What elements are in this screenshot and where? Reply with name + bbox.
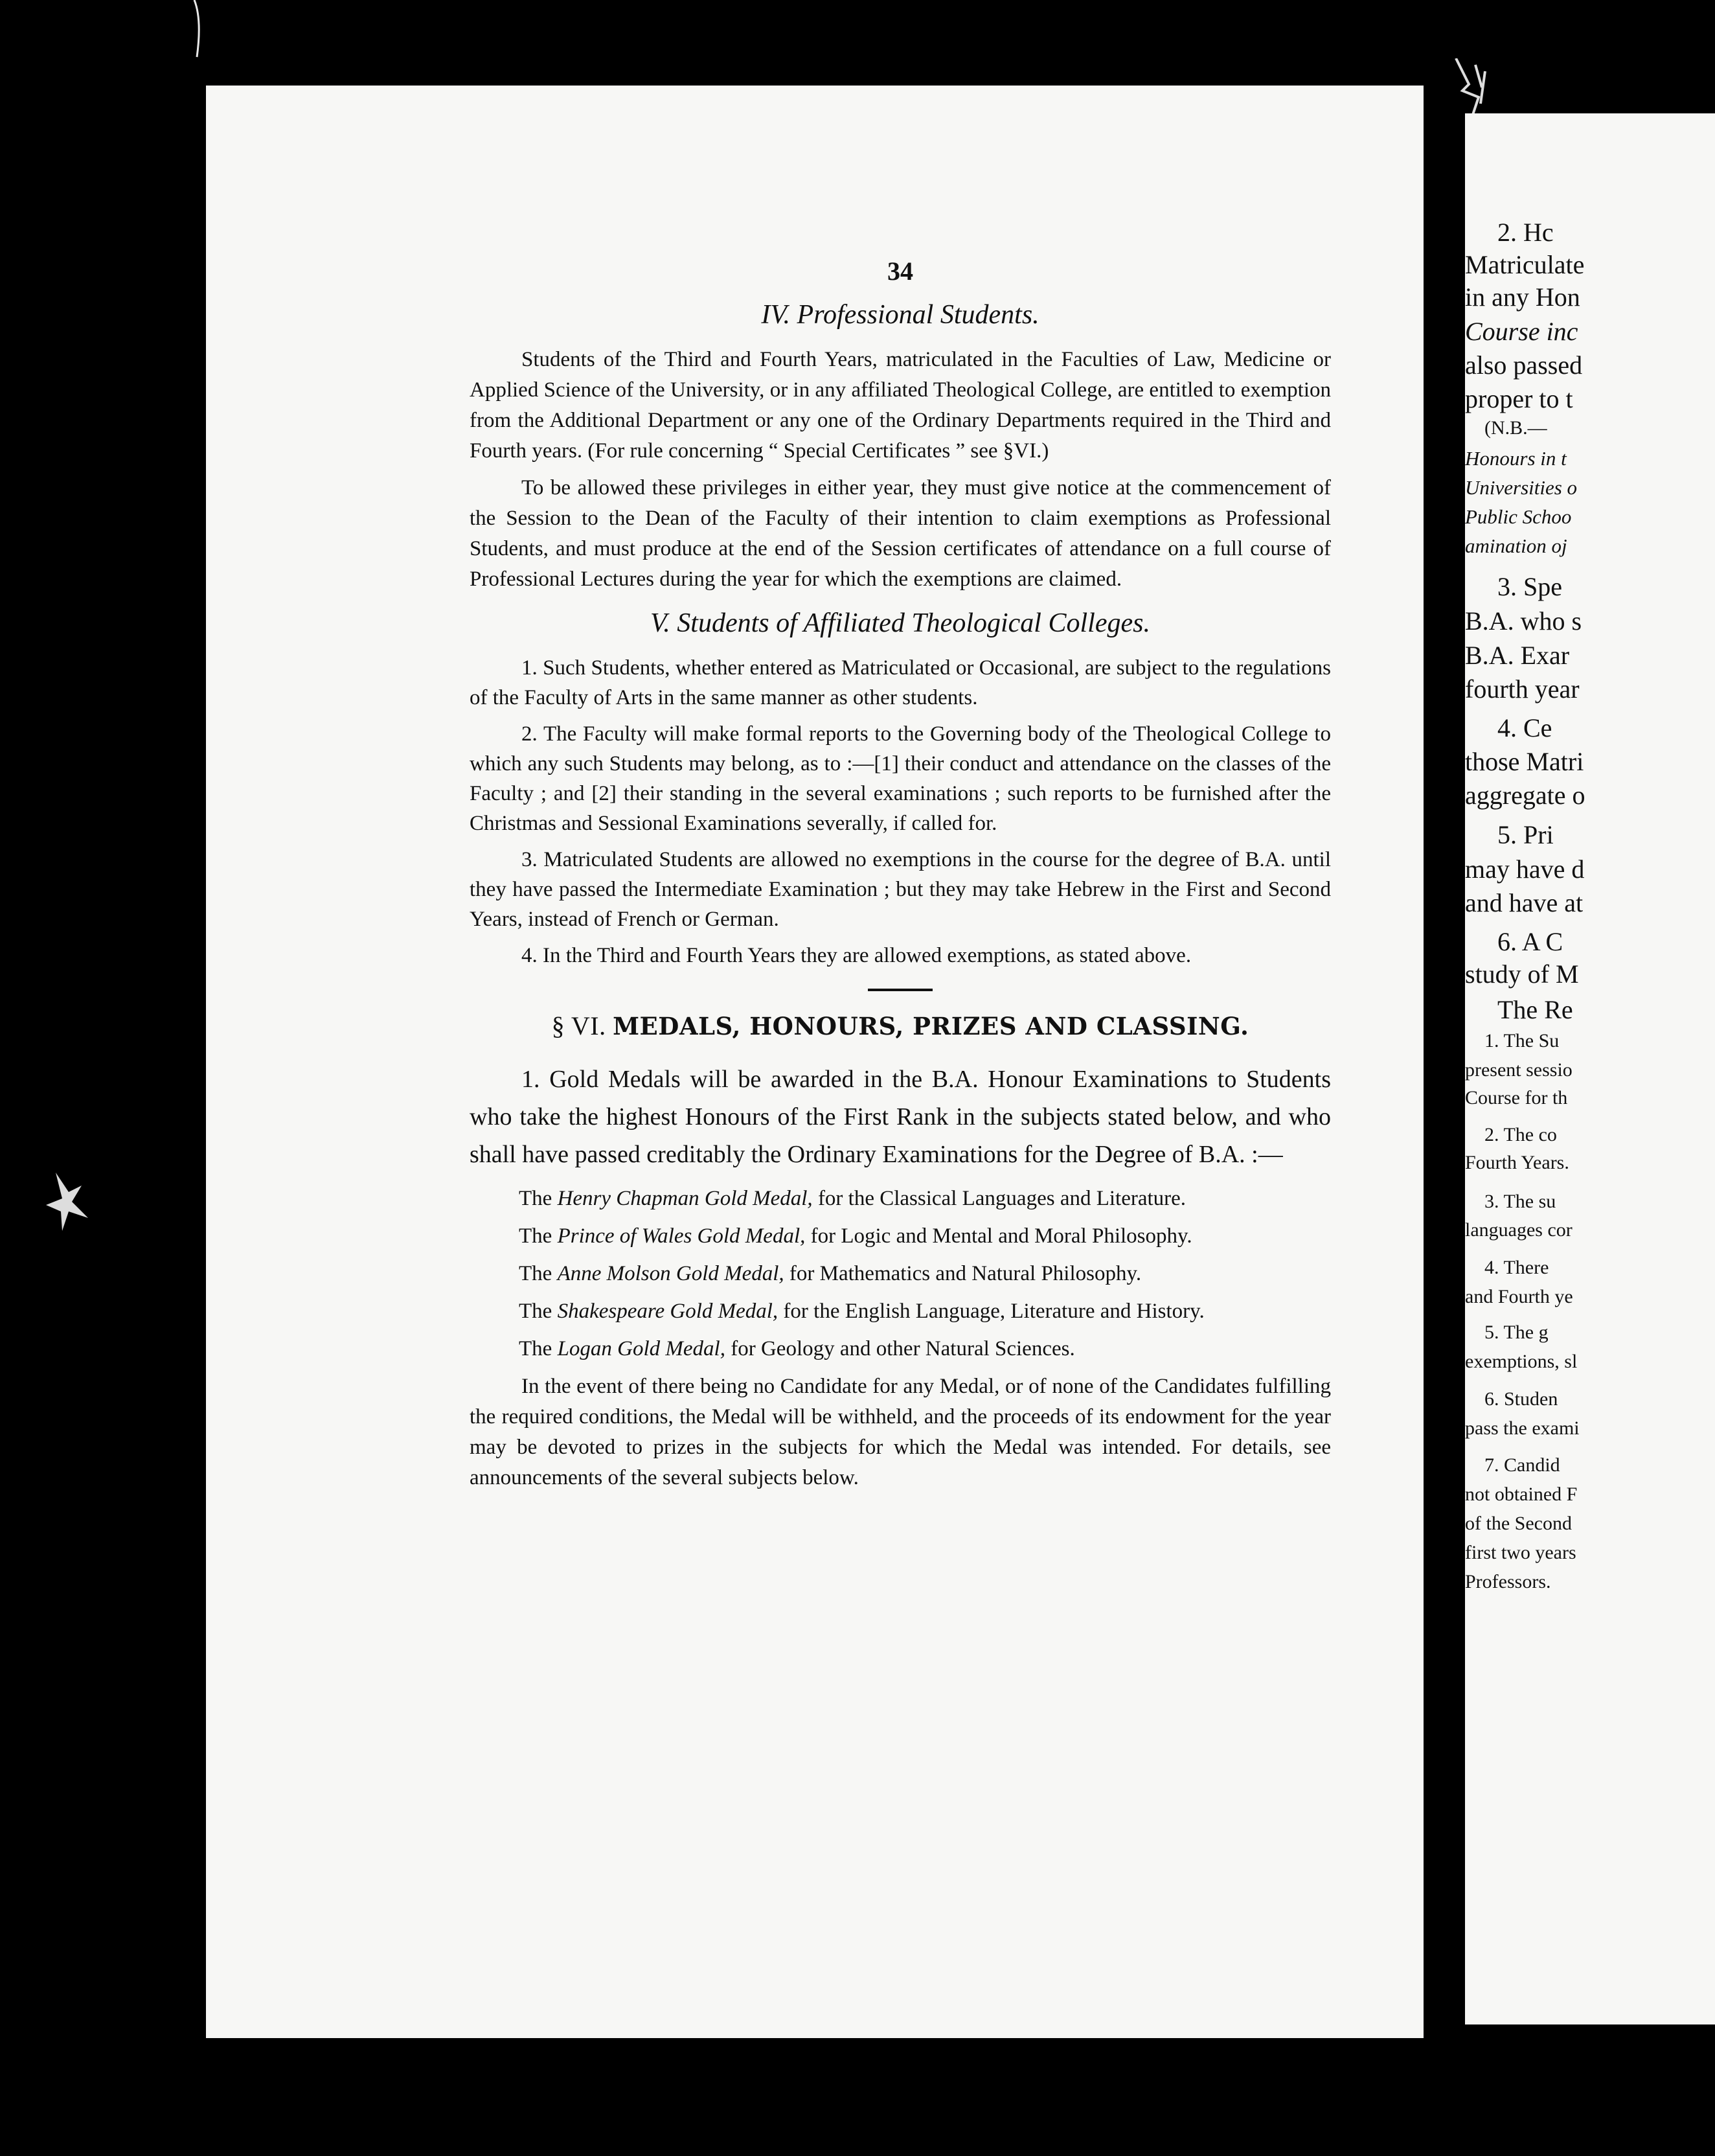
right-page-line: those Matri xyxy=(1465,747,1584,776)
section-divider xyxy=(868,989,933,991)
right-page-line: 4. There xyxy=(1484,1257,1549,1278)
right-page-line: Course inc xyxy=(1465,317,1578,346)
medal-entry xyxy=(470,1334,1331,1364)
right-page-line: languages cor xyxy=(1465,1219,1573,1241)
scan-artifact-mark xyxy=(188,0,207,58)
right-page-line: 7. Candid xyxy=(1484,1454,1560,1476)
medal-prefix: The xyxy=(519,1224,552,1248)
section-title: MEDALS, HONOURS, PRIZES AND CLASSING. xyxy=(613,1012,1249,1040)
right-page-line: may have d xyxy=(1465,854,1585,884)
right-page-line: and Fourth ye xyxy=(1465,1286,1573,1307)
right-page-line: aggregate o xyxy=(1465,781,1585,810)
right-page-line: not obtained F xyxy=(1465,1484,1578,1505)
medal-prefix: The xyxy=(519,1337,552,1360)
right-page-line: 3. Spe xyxy=(1497,572,1562,601)
right-page-line: 5. Pri xyxy=(1497,820,1554,849)
right-page-line: Matriculate xyxy=(1465,250,1585,279)
right-page-line: 1. The Su xyxy=(1484,1030,1560,1051)
page-number: 34 xyxy=(887,257,913,286)
left-page-text xyxy=(470,256,1331,1500)
section-iv-heading: IV. Professional Students. xyxy=(761,300,1039,330)
right-page-line: proper to t xyxy=(1465,384,1573,413)
gold-medals-intro: 1. Gold Medals will be awarded in the B.A. Honour Examinations to Students who take the highest Honours of the First Rank in the subjects stated below, and who shall have passed creditably the Ordinary Examinations for the Degree of B.A. :— xyxy=(470,1066,1331,1168)
right-page-line: 6. A C xyxy=(1497,927,1563,956)
medal-entry xyxy=(470,1296,1331,1326)
right-page-line: Honours in t xyxy=(1465,447,1567,470)
right-page-fragment xyxy=(1465,113,1715,2024)
right-page-line: B.A. Exar xyxy=(1465,641,1570,670)
medal-description: for Geology and other Natural Sciences. xyxy=(731,1337,1075,1360)
section-v-heading: V. Students of Affiliated Theological Colleges. xyxy=(650,608,1150,638)
right-page-line: present sessio xyxy=(1465,1059,1573,1081)
medal-description: for the English Language, Literature and History. xyxy=(783,1300,1205,1323)
medal-name: Shakespeare Gold Medal, xyxy=(557,1300,778,1323)
right-page-line: 5. The g xyxy=(1484,1322,1549,1343)
right-page-line: Public Schoo xyxy=(1465,505,1572,528)
right-page-line: in any Hon xyxy=(1465,282,1580,312)
medal-prefix: The xyxy=(519,1262,552,1285)
section-iv-paragraph: To be allowed these privileges in either year, they must give notice at the commencement of the Session to the Dean of the Faculty of their intention to claim exemptions as Professional Students, and must produce at the end of the Session certificates of attendance on a full course of Professional Lectures during the year for which the exemptions are claimed. xyxy=(470,476,1331,591)
right-page-line: amination oj xyxy=(1465,534,1567,557)
right-page-line: exemptions, sl xyxy=(1465,1351,1578,1372)
right-page-line: 2. The co xyxy=(1484,1124,1557,1145)
medal-name: Logan Gold Medal, xyxy=(557,1337,725,1360)
right-page-line: fourth year xyxy=(1465,674,1580,704)
section-vi-heading xyxy=(470,1011,1331,1041)
right-page-line: 6. Studen xyxy=(1484,1388,1558,1410)
section-v-paragraph: 1. Such Students, whether entered as Matriculated or Occasional, are subject to the regulations of the Faculty of Arts in the same manner as other students. xyxy=(470,656,1331,709)
scan-artifact-tear xyxy=(1449,58,1495,117)
section-v-paragraph: 4. In the Third and Fourth Years they are allowed exemptions, as stated above. xyxy=(521,944,1192,967)
right-page-line: Course for th xyxy=(1465,1087,1568,1108)
right-page-line: 2. Hc xyxy=(1497,218,1554,247)
medal-description: for the Classical Languages and Literature. xyxy=(817,1187,1187,1210)
right-page-line: study of M xyxy=(1465,959,1579,989)
scan-artifact-speck xyxy=(43,1166,95,1237)
right-page-line: Professors. xyxy=(1465,1571,1551,1592)
medal-entry xyxy=(470,1221,1331,1251)
right-page-line: first two years xyxy=(1465,1542,1576,1563)
right-page-line: B.A. who s xyxy=(1465,606,1582,636)
medal-name: Anne Molson Gold Medal, xyxy=(557,1262,784,1285)
medal-entry xyxy=(470,1184,1331,1213)
right-page-line: (N.B.— xyxy=(1484,417,1547,439)
section-iv-paragraph: Students of the Third and Fourth Years, matriculated in the Faculties of Law, Medicine or Applied Science of the University, or in any affiliated Theological College, are entitled to exemption from the Additional Department or any one of the Ordinary Departments required in the Third and Fourth years. (For rule concerning “ Special Certificates ” see §VI.) xyxy=(470,348,1331,463)
right-page-line: The Re xyxy=(1497,995,1573,1024)
section-symbol: § VI. xyxy=(551,1011,606,1040)
right-page-line: pass the exami xyxy=(1465,1417,1580,1439)
right-page-line: also passed xyxy=(1465,350,1583,380)
medal-name: Henry Chapman Gold Medal, xyxy=(557,1187,813,1210)
right-page-line: 4. Ce xyxy=(1497,713,1552,742)
right-page-line: of the Second xyxy=(1465,1513,1572,1534)
right-page-line: Fourth Years. xyxy=(1465,1152,1569,1173)
right-page-line: 3. The su xyxy=(1484,1191,1556,1212)
section-v-paragraph: 3. Matriculated Students are allowed no exemptions in the course for the degree of B.A. until they have passed the Intermediate Examination ; but they may take Hebrew in the First and Second Years, instead of French or German. xyxy=(470,848,1331,931)
medal-closing-paragraph: In the event of there being no Candidate for any Medal, or of none of the Candidates fulfilling the required conditions, the Medal will be withheld, and the proceeds of its endowment for the year may be devoted to prizes in the subjects for which the Medal was intended. For details, see announcements of the several subjects below. xyxy=(470,1375,1331,1489)
right-page-line: Universities o xyxy=(1465,476,1578,499)
medal-entry xyxy=(470,1259,1331,1289)
medal-description: for Logic and Mental and Moral Philosophy. xyxy=(810,1224,1192,1248)
medal-name: Prince of Wales Gold Medal, xyxy=(557,1224,806,1248)
medal-prefix: The xyxy=(519,1300,552,1323)
medal-prefix: The xyxy=(519,1187,552,1210)
right-page-line: and have at xyxy=(1465,888,1584,917)
medal-description: for Mathematics and Natural Philosophy. xyxy=(789,1262,1142,1285)
section-v-paragraph: 2. The Faculty will make formal reports to the Governing body of the Theological College to which any such Students may belong, as to :—[1] their conduct and attendance on the classes of the Faculty ; and [2] their standing in the several examinations ; such reports to be furnished after the Christmas and Sessional Examinations severally, if called for. xyxy=(470,722,1331,835)
